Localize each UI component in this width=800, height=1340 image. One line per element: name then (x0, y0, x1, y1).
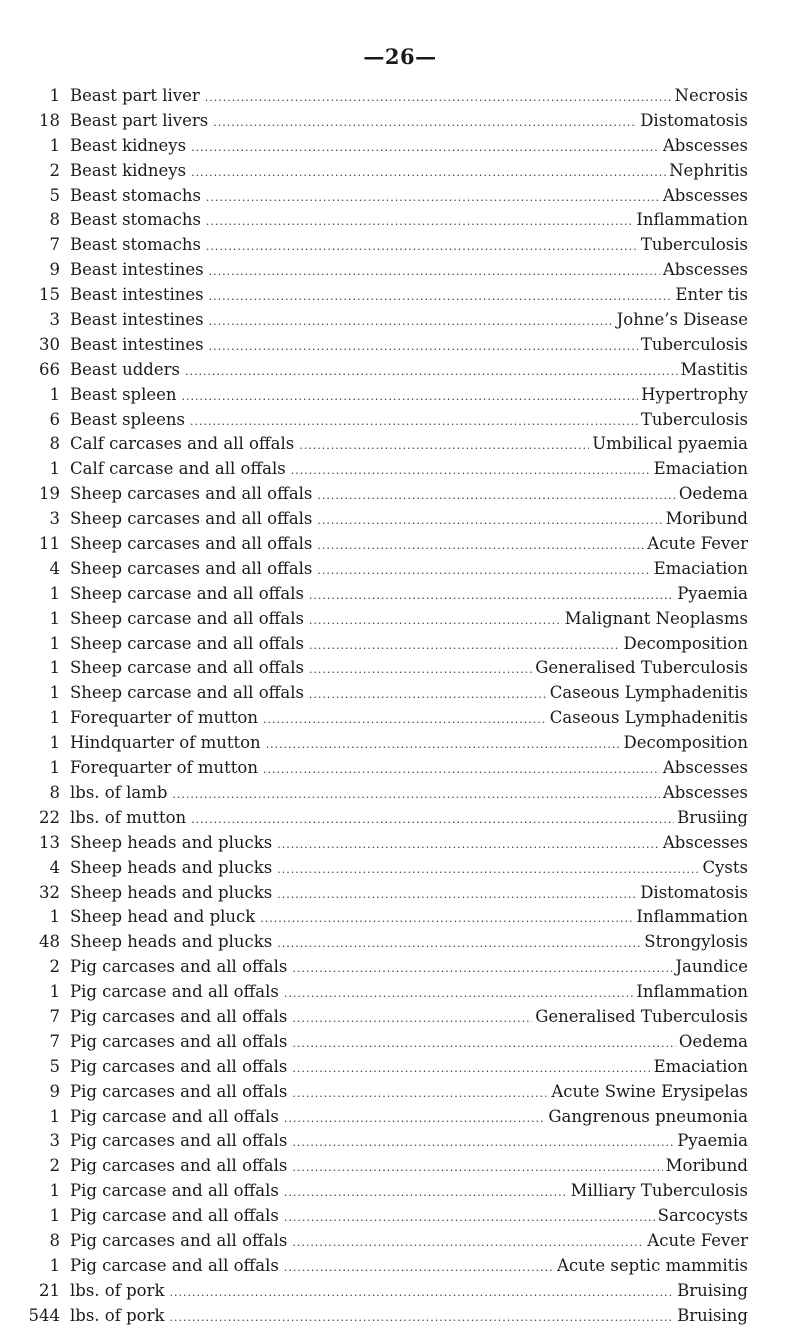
list-item (24, 507, 748, 532)
entry-condition: Emaciation (653, 558, 748, 578)
dot-leader (213, 111, 637, 136)
dot-leader (260, 907, 633, 932)
entry-condition: Milliary Tuberculosis (570, 1181, 748, 1201)
list-item (24, 208, 748, 233)
entry-quantity: 19 (39, 484, 60, 504)
dot-leader (317, 559, 650, 584)
dot-leader (284, 1107, 545, 1132)
list-item (24, 1080, 748, 1105)
entry-item: Sheep carcase and all offals (70, 583, 304, 603)
entry-item: Beast part liver (70, 86, 200, 105)
entry-condition: Acute Fever (647, 1230, 748, 1250)
entry-condition: Generalised Tuberculosis (535, 658, 748, 678)
dot-leader (317, 534, 644, 559)
list-item (24, 308, 748, 333)
entry-quantity: 8 (49, 210, 60, 230)
entry-quantity: 2 (49, 957, 60, 977)
dot-leader (284, 1181, 568, 1206)
list-item (24, 457, 748, 482)
entry-quantity: 2 (49, 160, 60, 180)
entry-quantity: 9 (49, 1081, 60, 1101)
dot-leader (209, 260, 660, 285)
entry-quantity: 3 (49, 1131, 60, 1151)
entry-condition: Pyaemia (677, 583, 748, 603)
entry-item: Beast kidneys (70, 135, 187, 155)
dot-leader (309, 634, 621, 659)
dot-leader (317, 509, 662, 534)
entry-condition: Nephritis (669, 160, 748, 180)
entry-item: Sheep carcases and all offals (70, 484, 313, 504)
list-item (24, 980, 748, 1005)
entry-item: Pig carcases and all offals (70, 957, 288, 977)
dot-leader (292, 1231, 644, 1256)
entry-quantity: 11 (39, 534, 60, 554)
entry-condition: Inflammation (636, 982, 748, 1002)
entry-quantity: 6 (49, 409, 60, 429)
entry-quantity: 7 (49, 1031, 60, 1051)
dot-leader (191, 161, 666, 186)
list-item (24, 1304, 748, 1329)
dot-leader (277, 932, 641, 957)
entry-condition: Generalised Tuberculosis (535, 1006, 748, 1026)
dot-leader (309, 609, 562, 634)
entry-quantity: 1 (49, 683, 60, 703)
entry-item: Sheep carcase and all offals (70, 608, 304, 628)
list-item (24, 856, 748, 881)
entry-condition: Enter tis (675, 285, 748, 305)
entry-condition: Emaciation (653, 459, 748, 479)
entry-condition: Jaundice (675, 957, 748, 977)
dot-leader (190, 410, 638, 435)
dot-leader (209, 310, 614, 335)
entry-condition: Tuberculosis (640, 334, 748, 354)
entry-quantity: 1 (49, 733, 60, 753)
list-item (24, 432, 748, 457)
dot-leader (205, 86, 672, 111)
entry-item: Beast part livers (70, 110, 209, 130)
entry-item: Beast udders (70, 359, 180, 379)
entry-item: Pig carcases and all offals (70, 1230, 288, 1250)
list-item (24, 632, 748, 657)
list-item (24, 1129, 748, 1154)
dot-leader (284, 1206, 655, 1231)
entry-item: Sheep heads and plucks (70, 857, 273, 877)
dot-leader (292, 1032, 676, 1057)
list-item (24, 333, 748, 358)
list-item (24, 1055, 748, 1080)
entry-quantity: 1 (49, 135, 60, 155)
entry-quantity: 1 (49, 86, 60, 105)
entry-condition: Brusiing (677, 807, 748, 827)
entry-quantity: 2 (49, 1156, 60, 1176)
list-item (24, 1254, 748, 1279)
entry-quantity: 7 (49, 1006, 60, 1026)
dot-leader (191, 808, 674, 833)
entry-quantity: 7 (49, 235, 60, 255)
entry-item: Sheep carcase and all offals (70, 658, 304, 678)
entry-condition: Abscesses (662, 260, 748, 280)
entry-quantity: 1 (49, 633, 60, 653)
entry-condition: Oedema (678, 1031, 748, 1051)
entry-quantity: 5 (49, 1056, 60, 1076)
entry-item: Sheep carcases and all offals (70, 509, 313, 529)
entry-item: Forequarter of mutton (70, 758, 258, 778)
entry-quantity: 30 (39, 334, 60, 354)
entry-quantity: 8 (49, 1230, 60, 1250)
entry-quantity: 1 (49, 1255, 60, 1275)
entry-condition: Decomposition (623, 733, 748, 753)
entry-condition: Abscesses (662, 832, 748, 852)
entry-item: Sheep carcase and all offals (70, 633, 304, 653)
entry-quantity: 1 (49, 758, 60, 778)
dot-leader (209, 285, 673, 310)
dot-leader (292, 1082, 548, 1107)
entry-condition: Distomatosis (640, 882, 748, 902)
dot-leader (291, 459, 651, 484)
dot-leader (309, 584, 674, 609)
list-item (24, 383, 748, 408)
entry-quantity: 15 (39, 285, 60, 305)
dot-leader (284, 1256, 554, 1281)
dot-leader (309, 683, 547, 708)
list-item (24, 905, 748, 930)
dot-leader (191, 136, 660, 161)
list-item (24, 1105, 748, 1130)
dot-leader (263, 708, 547, 733)
entry-item: lbs. of pork (70, 1280, 165, 1300)
entry-item: Calf carcase and all offals (70, 459, 286, 479)
list-item (24, 831, 748, 856)
entry-condition: Caseous Lymphadenitis (549, 683, 748, 703)
entry-quantity: 4 (49, 857, 60, 877)
dot-leader (309, 658, 532, 683)
entry-quantity: 13 (39, 832, 60, 852)
entry-condition: Acute Swine Erysipelas (551, 1081, 748, 1101)
entry-condition: Strongylosis (644, 932, 748, 952)
entry-condition: Bruising (677, 1280, 748, 1300)
entry-condition: Cysts (702, 857, 748, 877)
entry-condition: Mastitis (680, 359, 748, 379)
entry-item: Beast spleens (70, 409, 186, 429)
entry-condition: Distomatosis (640, 110, 748, 130)
entry-item: Calf carcases and all offals (70, 434, 295, 454)
entry-quantity: 1 (49, 1206, 60, 1226)
entry-item: Pig carcases and all offals (70, 1006, 288, 1026)
condemned-meat-list (24, 84, 748, 1329)
entry-quantity: 1 (49, 907, 60, 927)
entry-condition: Malignant Neoplasms (564, 608, 748, 628)
dot-leader (206, 186, 660, 211)
entry-item: lbs. of pork (70, 1305, 165, 1325)
entry-quantity: 48 (39, 932, 60, 952)
entry-condition: Tuberculosis (640, 235, 748, 255)
list-item (24, 233, 748, 258)
dot-leader (292, 1057, 650, 1082)
dot-leader (292, 957, 672, 982)
list-item (24, 781, 748, 806)
entry-quantity: 544 (28, 1305, 60, 1325)
entry-condition: Tuberculosis (640, 409, 748, 429)
list-item (24, 656, 748, 681)
list-item (24, 681, 748, 706)
entry-quantity: 1 (49, 658, 60, 678)
entry-item: Beast stomachs (70, 210, 201, 230)
entry-quantity: 1 (49, 459, 60, 479)
entry-condition: Abscesses (662, 185, 748, 205)
entry-quantity: 3 (49, 310, 60, 330)
list-item (24, 358, 748, 383)
entry-quantity: 3 (49, 509, 60, 529)
entry-condition: Umbilical pyaemia (592, 434, 748, 454)
list-item (24, 706, 748, 731)
dot-leader (172, 783, 659, 808)
entry-quantity: 1 (49, 1181, 60, 1201)
dot-leader (206, 210, 633, 235)
entry-quantity: 1 (49, 708, 60, 728)
entry-condition: Hypertrophy (641, 384, 748, 404)
entry-item: Beast stomachs (70, 235, 201, 255)
list-item (24, 109, 748, 134)
entry-quantity: 1 (49, 583, 60, 603)
entry-item: lbs. of lamb (70, 782, 168, 802)
entry-item: Sheep carcases and all offals (70, 534, 313, 554)
entry-item: Beast kidneys (70, 160, 187, 180)
entry-condition: Gangrenous pneumonia (548, 1106, 748, 1126)
entry-item: Beast intestines (70, 334, 204, 354)
entry-item: Pig carcase and all offals (70, 1106, 279, 1126)
entry-condition: Emaciation (653, 1056, 748, 1076)
entry-item: Forequarter of mutton (70, 708, 258, 728)
entry-condition: Caseous Lymphadenitis (549, 708, 748, 728)
dot-leader (169, 1281, 674, 1306)
entry-condition: Abscesses (662, 782, 748, 802)
entry-condition: Oedema (678, 484, 748, 504)
entry-item: Beast intestines (70, 310, 204, 330)
entry-condition: Inflammation (636, 907, 748, 927)
entry-item: Pig carcases and all offals (70, 1131, 288, 1151)
list-item (24, 557, 748, 582)
entry-item: Beast intestines (70, 260, 204, 280)
entry-quantity: 21 (39, 1280, 60, 1300)
entry-condition: Necrosis (674, 86, 748, 105)
entry-item: Sheep carcase and all offals (70, 683, 304, 703)
entry-item: Sheep head and pluck (70, 907, 256, 927)
entry-condition: Sarcocysts (657, 1206, 748, 1226)
entry-condition: Moribund (665, 509, 748, 529)
list-item (24, 283, 748, 308)
list-item (24, 84, 748, 109)
list-item (24, 184, 748, 209)
list-item (24, 930, 748, 955)
entry-item: Pig carcases and all offals (70, 1031, 288, 1051)
entry-item: Beast stomachs (70, 185, 201, 205)
entry-condition: Acute septic mammitis (556, 1255, 748, 1275)
list-item (24, 482, 748, 507)
entry-item: Sheep heads and plucks (70, 832, 273, 852)
dot-leader (299, 434, 589, 459)
entry-item: Pig carcases and all offals (70, 1081, 288, 1101)
entry-item: Pig carcases and all offals (70, 1056, 288, 1076)
list-item (24, 1179, 748, 1204)
dot-leader (317, 484, 675, 509)
entry-quantity: 5 (49, 185, 60, 205)
entry-quantity: 22 (39, 807, 60, 827)
entry-quantity: 1 (49, 608, 60, 628)
entry-condition: Moribund (665, 1156, 748, 1176)
list-item (24, 881, 748, 906)
entry-quantity: 18 (39, 110, 60, 130)
dot-leader (263, 758, 660, 783)
dot-leader (266, 733, 621, 758)
entry-quantity: 1 (49, 384, 60, 404)
entry-condition: Johne’s Disease (616, 310, 748, 330)
entry-condition: Abscesses (662, 135, 748, 155)
dot-leader (277, 883, 637, 908)
dot-leader (284, 982, 634, 1007)
list-item (24, 1229, 748, 1254)
entry-item: lbs. of mutton (70, 807, 187, 827)
entry-quantity: 8 (49, 434, 60, 454)
entry-item: Pig carcase and all offals (70, 982, 279, 1002)
page-number: —26— (363, 44, 437, 69)
list-item (24, 1204, 748, 1229)
entry-quantity: 1 (49, 982, 60, 1002)
dot-leader (169, 1306, 674, 1331)
dot-leader (206, 235, 638, 260)
dot-leader (277, 833, 660, 858)
entry-item: Pig carcases and all offals (70, 1156, 288, 1176)
entry-condition: Pyaemia (677, 1131, 748, 1151)
entry-item: Pig carcase and all offals (70, 1181, 279, 1201)
entry-item: Pig carcase and all offals (70, 1206, 279, 1226)
entry-condition: Abscesses (662, 758, 748, 778)
list-item (24, 532, 748, 557)
entry-quantity: 66 (39, 359, 60, 379)
list-item (24, 1030, 748, 1055)
list-item (24, 806, 748, 831)
dot-leader (185, 360, 678, 385)
list-item (24, 607, 748, 632)
entry-item: Hindquarter of mutton (70, 733, 261, 753)
list-item (24, 1279, 748, 1304)
entry-quantity: 8 (49, 782, 60, 802)
entry-item: Sheep heads and plucks (70, 882, 273, 902)
list-item (24, 159, 748, 184)
dot-leader (209, 335, 638, 360)
dot-leader (277, 858, 699, 883)
list-item (24, 134, 748, 159)
entry-quantity: 9 (49, 260, 60, 280)
dot-leader (182, 385, 639, 410)
list-item (24, 408, 748, 433)
entry-item: Sheep heads and plucks (70, 932, 273, 952)
dot-leader (292, 1007, 532, 1032)
dot-leader (292, 1131, 674, 1156)
entry-item: Pig carcase and all offals (70, 1255, 279, 1275)
entry-item: Beast spleen (70, 384, 177, 404)
list-item (24, 756, 748, 781)
entry-condition: Decomposition (623, 633, 748, 653)
entry-item: Beast intestines (70, 285, 204, 305)
list-item (24, 955, 748, 980)
list-item (24, 1154, 748, 1179)
entry-condition: Inflammation (636, 210, 748, 230)
entry-quantity: 1 (49, 1106, 60, 1126)
entry-condition: Acute Fever (647, 534, 748, 554)
entry-item: Sheep carcases and all offals (70, 558, 313, 578)
list-item (24, 582, 748, 607)
list-item (24, 731, 748, 756)
dot-leader (292, 1156, 662, 1181)
entry-quantity: 4 (49, 558, 60, 578)
list-item (24, 258, 748, 283)
entry-condition: Bruising (677, 1305, 748, 1325)
list-item (24, 1005, 748, 1030)
entry-quantity: 32 (39, 882, 60, 902)
